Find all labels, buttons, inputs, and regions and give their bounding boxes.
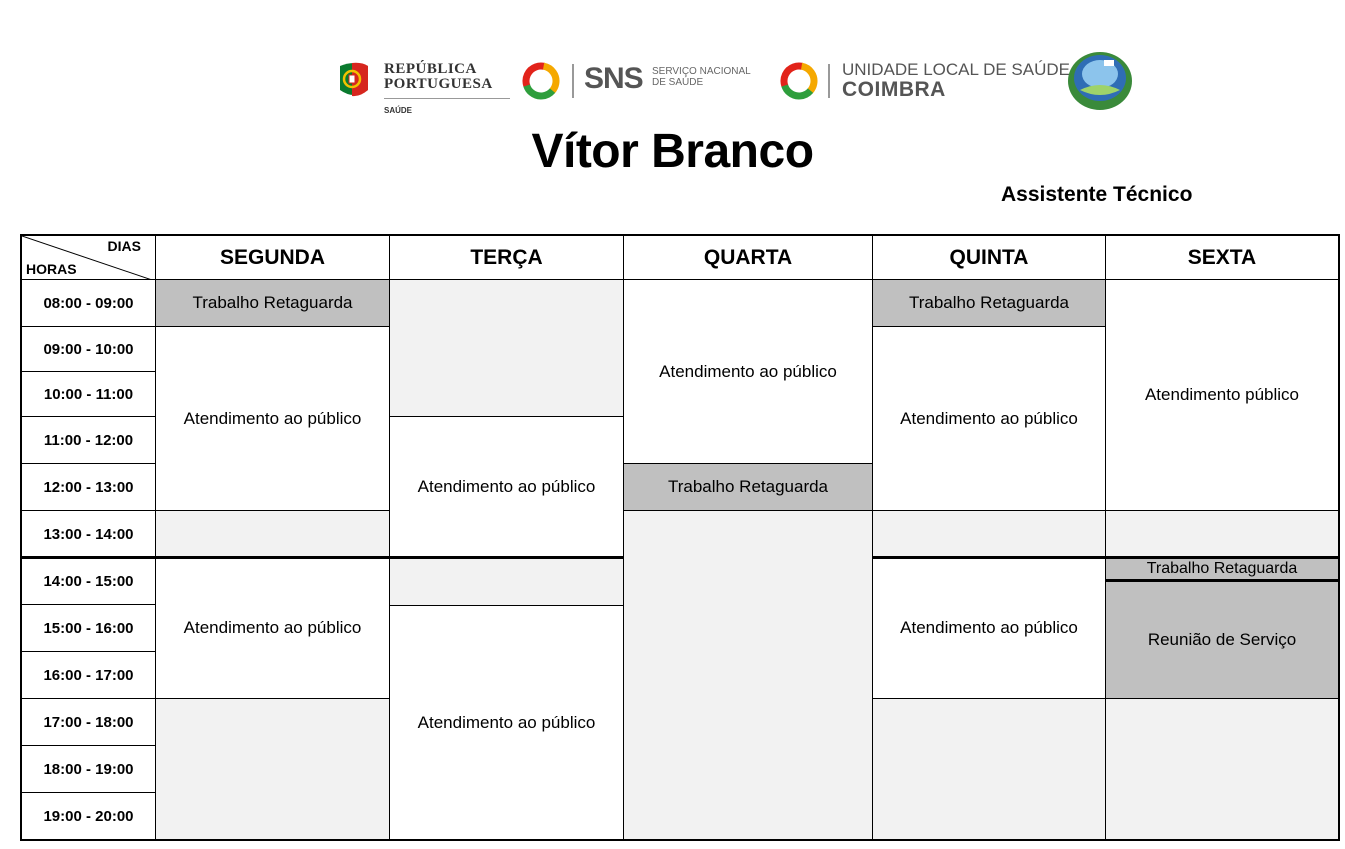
hour-label: 18:00 - 19:00 — [20, 745, 156, 793]
hour-label: 13:00 - 14:00 — [20, 510, 156, 558]
day-header-segunda: SEGUNDA — [155, 234, 390, 280]
globe-emblem-icon — [1066, 50, 1134, 112]
schedule-block — [1105, 698, 1340, 841]
divider — [384, 98, 510, 99]
schedule-block: Trabalho Retaguarda — [623, 463, 873, 511]
schedule-block — [872, 510, 1106, 558]
uls-title: UNIDADE LOCAL DE SAÚDE — [842, 60, 1070, 79]
schedule-block: Atendimento ao público — [155, 557, 390, 699]
schedule-block: Atendimento ao público — [623, 279, 873, 464]
day-header-quinta: QUINTA — [872, 234, 1106, 280]
schedule-block — [155, 510, 390, 558]
day-header-terca: TERÇA — [389, 234, 624, 280]
schedule-block: Trabalho Retaguarda — [872, 279, 1106, 327]
schedule-block: Atendimento ao público — [389, 416, 624, 558]
schedule-block — [872, 698, 1106, 841]
schedule-block: Atendimento ao público — [389, 605, 624, 841]
hour-label: 17:00 - 18:00 — [20, 698, 156, 746]
schedule-block — [155, 698, 390, 841]
schedule-block: Atendimento ao público — [155, 326, 390, 511]
lunch-separator — [20, 556, 623, 559]
schedule-block: Atendimento ao público — [872, 557, 1106, 699]
uls-subtitle: COIMBRA — [842, 78, 946, 101]
schedule-block: Atendimento público — [1105, 279, 1340, 511]
day-header-sexta: SEXTA — [1105, 234, 1340, 280]
sns-logo-text: SNS — [584, 62, 643, 95]
sns-subtitle: SERVIÇO NACIONAL DE SAÚDE — [652, 66, 751, 88]
republica-saude-text: SAÚDE — [384, 106, 413, 115]
schedule-block: Reunião de Serviço — [1105, 580, 1340, 699]
republica-portuguesa-text: REPÚBLICA PORTUGUESA — [384, 61, 493, 92]
hour-label: 10:00 - 11:00 — [20, 371, 156, 417]
hour-label: 09:00 - 10:00 — [20, 326, 156, 372]
schedule-block: Trabalho Retaguarda — [1105, 557, 1340, 581]
horas-label: HORAS — [26, 261, 77, 277]
hour-label: 08:00 - 09:00 — [20, 279, 156, 327]
hour-label: 16:00 - 17:00 — [20, 651, 156, 699]
dias-label: DIAS — [107, 238, 141, 254]
schedule-block — [389, 279, 624, 417]
schedule-block: Trabalho Retaguarda — [155, 279, 390, 327]
schedule-table — [20, 234, 1340, 841]
hour-label: 19:00 - 20:00 — [20, 792, 156, 841]
hour-label: 14:00 - 15:00 — [20, 557, 156, 605]
logo-bar — [332, 50, 1142, 120]
schedule-block: Atendimento ao público — [872, 326, 1106, 511]
sns-ring-icon — [522, 62, 560, 100]
divider — [572, 64, 574, 98]
day-header-quarta: QUARTA — [623, 234, 873, 280]
hour-label: 15:00 - 16:00 — [20, 604, 156, 652]
lunch-separator — [872, 556, 1340, 559]
block-separator — [1105, 579, 1340, 582]
hour-label: 11:00 - 12:00 — [20, 416, 156, 464]
portugal-flag-icon — [336, 60, 372, 100]
divider — [828, 64, 830, 98]
person-name: Vítor Branco — [531, 125, 814, 178]
job-role: Assistente Técnico — [1001, 183, 1193, 206]
hour-label: 12:00 - 13:00 — [20, 463, 156, 511]
schedule-block — [389, 557, 624, 606]
corner-header — [20, 234, 156, 280]
schedule-block — [1105, 510, 1340, 558]
uls-ring-icon — [780, 62, 818, 100]
schedule-block — [623, 510, 873, 841]
